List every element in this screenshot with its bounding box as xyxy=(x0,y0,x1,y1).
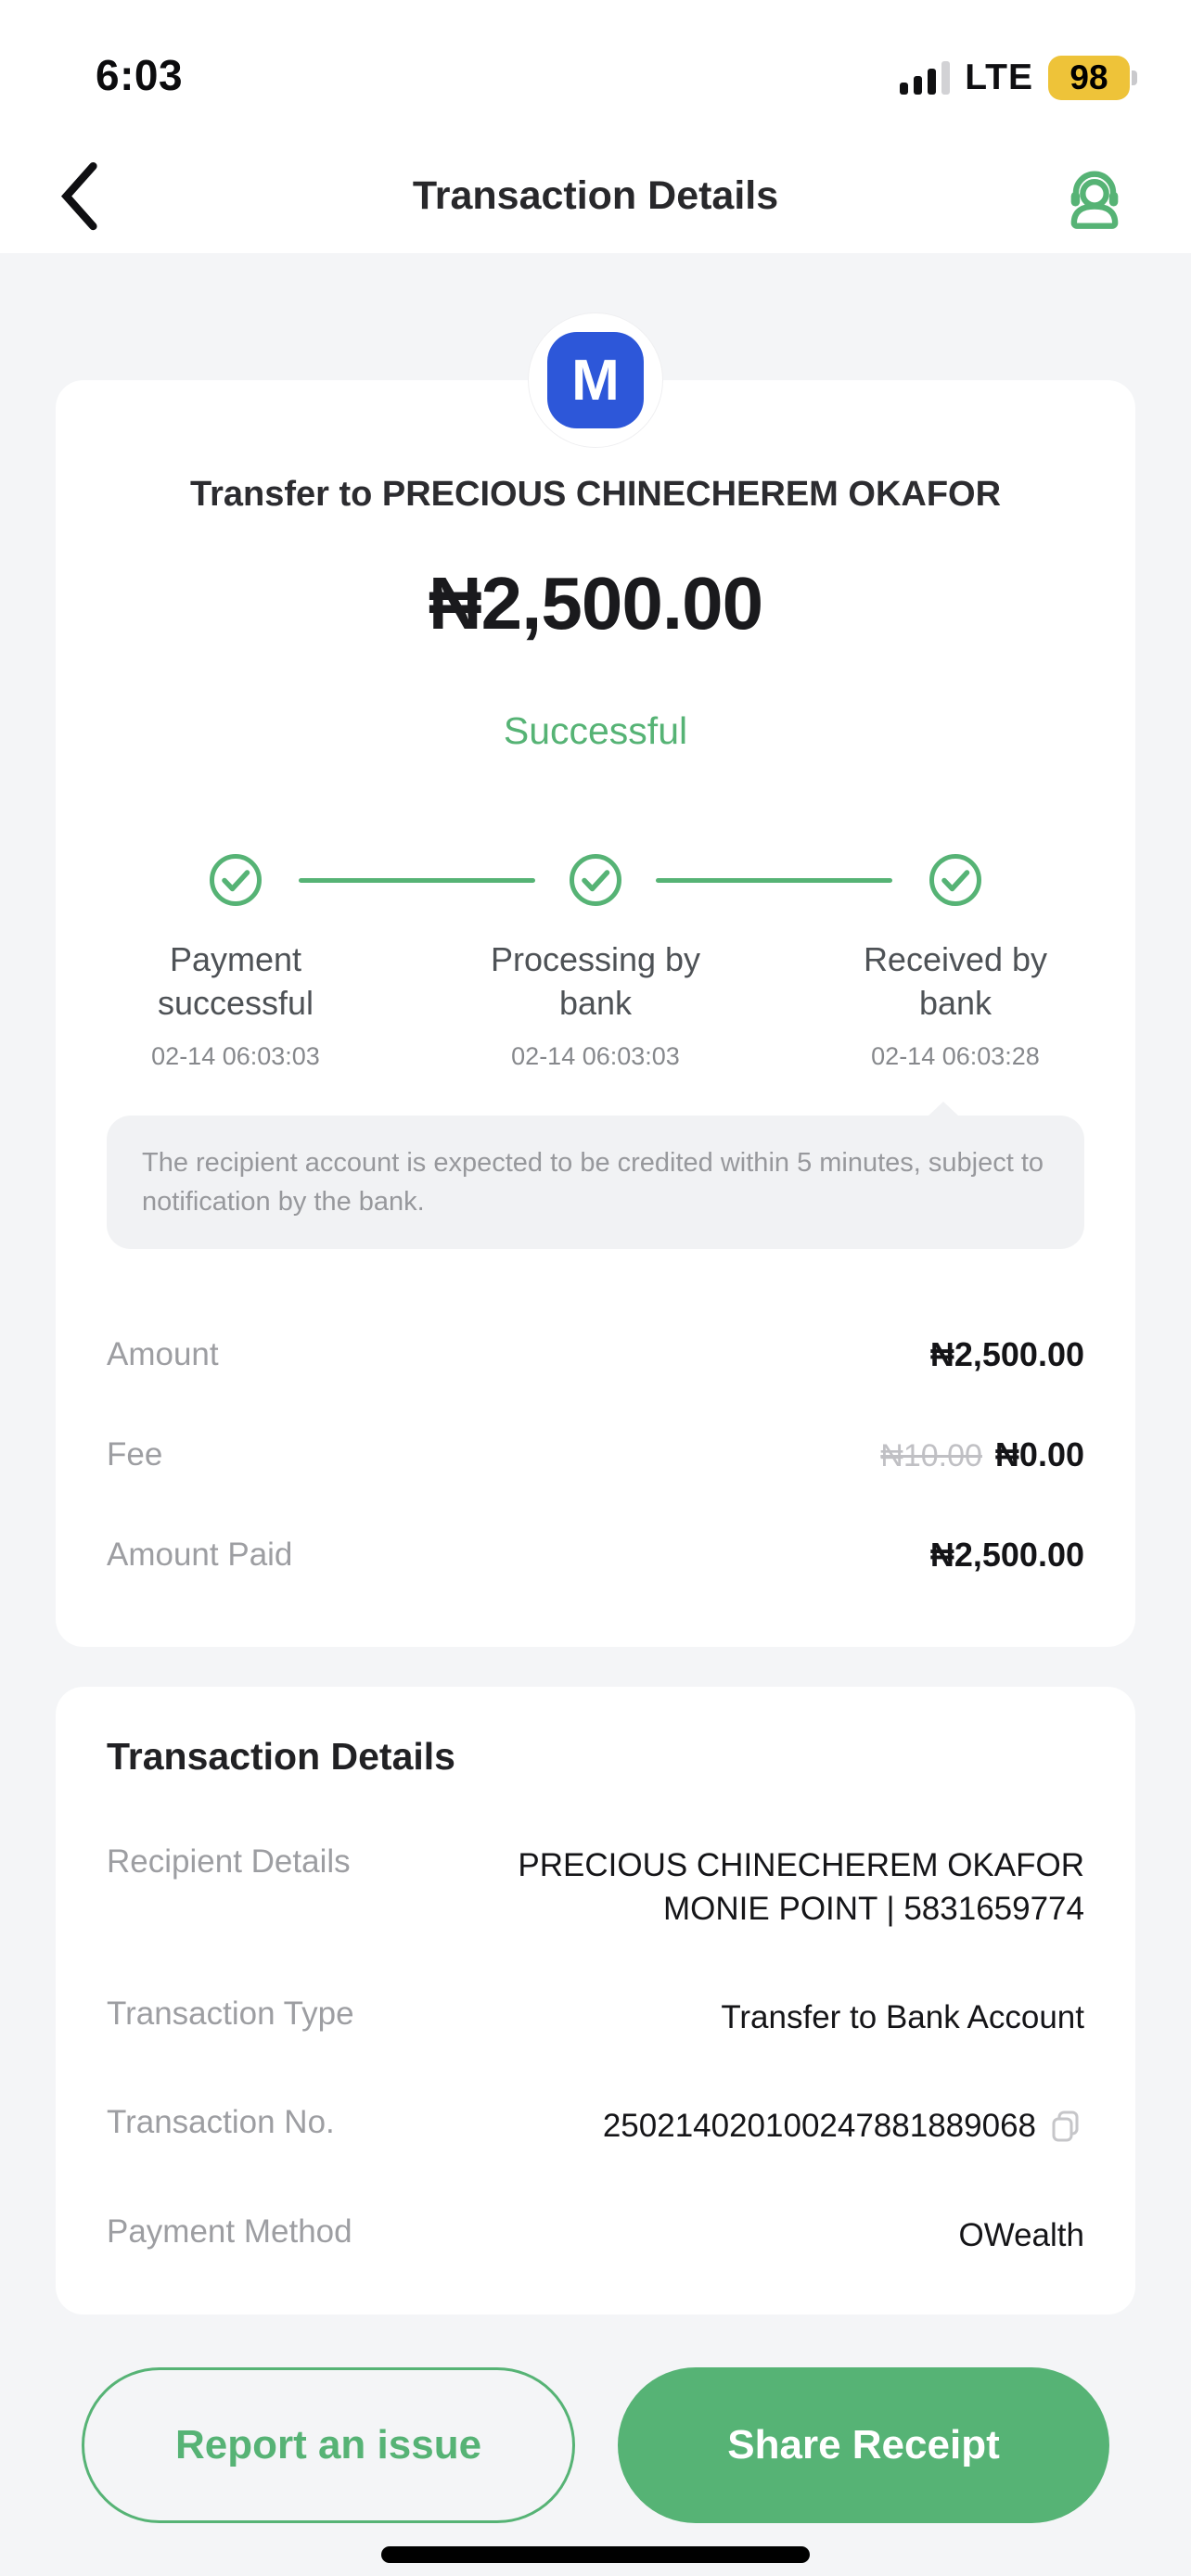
row-value xyxy=(603,2104,1084,2148)
fee-original-value: ₦10.00 xyxy=(880,1437,982,1473)
network-type-label: LTE xyxy=(965,57,1033,97)
credit-note: The recipient account is expected to be credited within 5 minutes, subject to notification by the bank. xyxy=(107,1116,1084,1249)
step-label: Payment successful xyxy=(157,940,314,1022)
row-value xyxy=(518,1843,1084,1932)
back-button[interactable] xyxy=(58,164,102,229)
amount-paid-row xyxy=(107,1505,1084,1605)
row-label: Transaction Type xyxy=(107,1996,354,2033)
step-connector xyxy=(656,878,892,883)
share-receipt-button[interactable]: Share Receipt xyxy=(618,2367,1109,2523)
row-label: Payment Method xyxy=(107,2213,352,2250)
row-label: Transaction No. xyxy=(107,2104,335,2141)
battery-icon xyxy=(1048,56,1137,100)
row-value: OWealth xyxy=(958,2216,1084,2253)
headset-agent-icon xyxy=(1059,161,1130,232)
row-value: ₦2,500.00 xyxy=(929,1535,1084,1574)
bank-logo xyxy=(528,312,663,448)
check-circle-icon xyxy=(928,853,982,907)
row-label: Amount Paid xyxy=(107,1536,293,1573)
fee-row xyxy=(107,1405,1084,1505)
chevron-left-icon xyxy=(58,159,102,233)
battery-percent: 98 xyxy=(1048,56,1130,100)
step-processing-by-bank xyxy=(416,853,775,1071)
details-card xyxy=(56,1687,1135,2315)
step-received-by-bank xyxy=(775,853,1135,1071)
step-timestamp: 02-14 06:03:03 xyxy=(511,1041,680,1070)
row-label: Amount xyxy=(107,1335,219,1372)
row-label: Recipient Details xyxy=(107,1843,351,1880)
recipient-bank-account: MONIE POINT | 5831659774 xyxy=(663,1890,1084,1927)
copy-icon xyxy=(1047,2108,1084,2145)
transaction-number-row xyxy=(107,2104,1084,2148)
step-timestamp: 02-14 06:03:28 xyxy=(871,1041,1040,1070)
row-value: ₦2,500.00 xyxy=(929,1334,1084,1373)
home-indicator[interactable] xyxy=(381,2546,810,2563)
transfer-title: Transfer to PRECIOUS CHINECHEREM OKAFOR xyxy=(189,475,1002,514)
customer-support-button[interactable] xyxy=(1059,161,1130,232)
amount-breakdown xyxy=(107,1305,1084,1605)
check-circle-icon xyxy=(209,853,263,907)
battery-cap xyxy=(1132,70,1137,85)
transaction-type-row xyxy=(107,1996,1084,2039)
page-title: Transaction Details xyxy=(412,173,779,218)
fee-current-value: ₦0.00 xyxy=(994,1435,1084,1473)
progress-steps xyxy=(56,853,1135,1071)
check-circle-icon xyxy=(569,853,622,907)
row-label: Fee xyxy=(107,1435,163,1473)
amount-row xyxy=(107,1305,1084,1405)
step-timestamp: 02-14 06:03:03 xyxy=(151,1041,320,1070)
step-label: Processing by bank xyxy=(490,940,701,1022)
transaction-number: 250214020100247881889068 xyxy=(602,2108,1036,2145)
recipient-name: PRECIOUS CHINECHEREM OKAFOR xyxy=(518,1846,1084,1883)
status-bar xyxy=(0,0,1191,139)
step-label: Received by bank xyxy=(863,940,1048,1022)
step-payment-successful xyxy=(56,853,416,1071)
payment-method-row xyxy=(107,2213,1084,2257)
content xyxy=(0,253,1191,2523)
footer-actions xyxy=(82,2367,1109,2523)
row-value xyxy=(880,1435,1084,1474)
transfer-amount: ₦2,500.00 xyxy=(428,562,763,644)
summary-card xyxy=(56,348,1135,1647)
row-value: Transfer to Bank Account xyxy=(721,1999,1084,2036)
report-issue-button[interactable]: Report an issue xyxy=(82,2367,575,2523)
transfer-status: Successful xyxy=(503,709,688,752)
status-icons xyxy=(900,56,1137,100)
signal-strength-icon xyxy=(900,61,950,95)
moniepoint-logo-icon: M xyxy=(547,332,644,428)
details-card-title: Transaction Details xyxy=(107,1734,455,1778)
copy-button[interactable] xyxy=(1047,2108,1084,2145)
clock: 6:03 xyxy=(96,51,184,99)
step-connector xyxy=(299,878,535,883)
nav-bar xyxy=(0,139,1191,253)
top-chrome xyxy=(0,0,1191,253)
recipient-details-row xyxy=(107,1843,1084,1932)
